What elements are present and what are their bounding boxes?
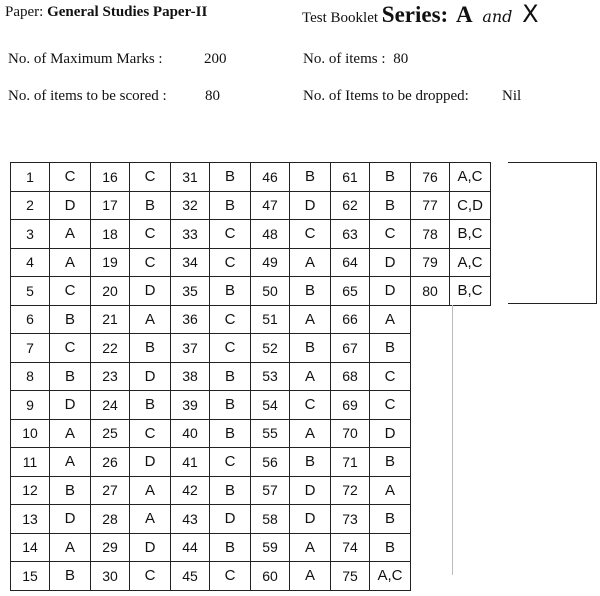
- answer-option: B: [290, 334, 331, 363]
- question-number: 25: [91, 419, 130, 448]
- question-number: 79: [411, 248, 450, 277]
- question-number: 46: [251, 163, 290, 192]
- answer-option: B: [210, 419, 251, 448]
- answer-option: D: [290, 476, 331, 505]
- answer-row: [11, 476, 491, 505]
- answer-option: C: [130, 220, 171, 249]
- question-number: 13: [11, 505, 50, 534]
- max-marks: [8, 51, 163, 68]
- empty-cell: [411, 476, 450, 505]
- answer-option: B: [130, 191, 171, 220]
- question-number: 4: [11, 248, 50, 277]
- question-number: 9: [11, 391, 50, 420]
- answer-option: A: [50, 220, 91, 249]
- series-a: A: [455, 2, 473, 27]
- question-number: 49: [251, 248, 290, 277]
- answer-option: C: [130, 248, 171, 277]
- question-number: 48: [251, 220, 290, 249]
- question-number: 21: [91, 305, 130, 334]
- question-number: 70: [331, 419, 370, 448]
- answer-option: A: [130, 476, 171, 505]
- answer-option: B: [50, 362, 91, 391]
- answer-option: B: [370, 334, 411, 363]
- answer-option: A: [50, 533, 91, 562]
- answer-row: [11, 505, 491, 534]
- answer-key-body: [11, 163, 491, 591]
- empty-cell: [450, 476, 491, 505]
- answer-option: C: [210, 248, 251, 277]
- question-number: 47: [251, 191, 290, 220]
- answer-row: [11, 419, 491, 448]
- question-number: 36: [171, 305, 210, 334]
- question-number: 17: [91, 191, 130, 220]
- items-count: [303, 51, 408, 68]
- empty-cell: [411, 505, 450, 534]
- question-number: 11: [11, 448, 50, 477]
- question-number: 2: [11, 191, 50, 220]
- answer-row: [11, 391, 491, 420]
- question-number: 35: [171, 277, 210, 306]
- question-number: 20: [91, 277, 130, 306]
- question-number: 61: [331, 163, 370, 192]
- answer-option: B: [370, 533, 411, 562]
- answer-option: D: [370, 419, 411, 448]
- question-number: 45: [171, 562, 210, 591]
- answer-option: B: [210, 362, 251, 391]
- paper-label: Paper:: [5, 4, 44, 20]
- scored-label: No. of items to be scored :: [8, 88, 167, 104]
- question-number: 58: [251, 505, 290, 534]
- empty-cell: [450, 305, 491, 334]
- question-number: 28: [91, 505, 130, 534]
- answer-option: D: [130, 448, 171, 477]
- question-number: 60: [251, 562, 290, 591]
- answer-row: [11, 191, 491, 220]
- answer-option: A,C: [450, 163, 491, 192]
- answer-option: B: [210, 476, 251, 505]
- answer-option: A: [290, 419, 331, 448]
- question-number: 72: [331, 476, 370, 505]
- answer-option: D: [130, 533, 171, 562]
- question-number: 66: [331, 305, 370, 334]
- question-number: 16: [91, 163, 130, 192]
- answer-option: A: [290, 362, 331, 391]
- answer-option: D: [290, 191, 331, 220]
- question-number: 22: [91, 334, 130, 363]
- answer-option: D: [50, 391, 91, 420]
- series-info: [302, 0, 539, 28]
- answer-row: [11, 334, 491, 363]
- question-number: 23: [91, 362, 130, 391]
- question-number: 38: [171, 362, 210, 391]
- question-number: 68: [331, 362, 370, 391]
- answer-option: C: [370, 391, 411, 420]
- answer-option: B: [210, 533, 251, 562]
- answer-option: C: [210, 562, 251, 591]
- question-number: 74: [331, 533, 370, 562]
- side-empty-box: [508, 162, 597, 304]
- answer-option: B: [210, 277, 251, 306]
- question-number: 69: [331, 391, 370, 420]
- question-number: 39: [171, 391, 210, 420]
- question-number: 10: [11, 419, 50, 448]
- question-number: 19: [91, 248, 130, 277]
- answer-option: C: [210, 334, 251, 363]
- question-number: 76: [411, 163, 450, 192]
- question-number: 51: [251, 305, 290, 334]
- empty-cell: [411, 391, 450, 420]
- empty-cell: [450, 419, 491, 448]
- question-number: 34: [171, 248, 210, 277]
- question-number: 44: [171, 533, 210, 562]
- answer-option: D: [370, 248, 411, 277]
- answer-option: B: [290, 448, 331, 477]
- empty-cell: [411, 334, 450, 363]
- question-number: 54: [251, 391, 290, 420]
- empty-cell: [411, 362, 450, 391]
- answer-option: C: [210, 305, 251, 334]
- question-number: 31: [171, 163, 210, 192]
- answer-option: C: [130, 562, 171, 591]
- question-number: 7: [11, 334, 50, 363]
- answer-option: A,C: [370, 562, 411, 591]
- empty-cell: [411, 533, 450, 562]
- scored-value: 80: [205, 88, 220, 104]
- empty-cell: [450, 391, 491, 420]
- answer-option: B: [370, 448, 411, 477]
- answer-option: A: [290, 533, 331, 562]
- question-number: 62: [331, 191, 370, 220]
- question-number: 5: [11, 277, 50, 306]
- answer-row: [11, 305, 491, 334]
- series-word: Series:: [381, 2, 449, 27]
- question-number: 73: [331, 505, 370, 534]
- paper-value: General Studies Paper-II: [47, 4, 208, 20]
- answer-option: C: [130, 163, 171, 192]
- question-number: 18: [91, 220, 130, 249]
- answer-option: C: [50, 163, 91, 192]
- answer-option: A: [50, 419, 91, 448]
- answer-option: C: [50, 334, 91, 363]
- empty-cell: [411, 305, 450, 334]
- question-number: 64: [331, 248, 370, 277]
- answer-option: C: [130, 419, 171, 448]
- question-number: 26: [91, 448, 130, 477]
- paper-title: [5, 4, 207, 21]
- answer-option: D: [130, 362, 171, 391]
- question-number: 56: [251, 448, 290, 477]
- empty-cell: [450, 334, 491, 363]
- answer-option: C: [50, 277, 91, 306]
- question-number: 32: [171, 191, 210, 220]
- question-number: 80: [411, 277, 450, 306]
- max-marks-value: 200: [204, 51, 227, 67]
- answer-option: A: [370, 476, 411, 505]
- question-number: 59: [251, 533, 290, 562]
- answer-option: B,C: [450, 277, 491, 306]
- answer-option: D: [210, 505, 251, 534]
- answer-option: C: [210, 448, 251, 477]
- answer-option: A: [130, 505, 171, 534]
- max-marks-label: No. of Maximum Marks :: [8, 51, 163, 67]
- question-number: 53: [251, 362, 290, 391]
- answer-row: [11, 448, 491, 477]
- answer-option: A: [50, 248, 91, 277]
- answer-option: B: [210, 191, 251, 220]
- empty-cell: [450, 362, 491, 391]
- answer-option: C: [370, 362, 411, 391]
- dropped-label: No. of Items to be dropped:: [303, 88, 469, 104]
- series-prefix: Test Booklet: [302, 10, 379, 26]
- answer-row: [11, 362, 491, 391]
- question-number: 42: [171, 476, 210, 505]
- empty-cell: [411, 419, 450, 448]
- answer-option: B: [130, 391, 171, 420]
- answer-option: B: [130, 334, 171, 363]
- answer-option: D: [130, 277, 171, 306]
- question-number: 24: [91, 391, 130, 420]
- answer-row: [11, 562, 491, 591]
- answer-row: [11, 248, 491, 277]
- question-number: 41: [171, 448, 210, 477]
- question-number: 50: [251, 277, 290, 306]
- question-number: 75: [331, 562, 370, 591]
- question-number: 37: [171, 334, 210, 363]
- answer-option: A: [370, 305, 411, 334]
- answer-option: A: [290, 248, 331, 277]
- answer-option: A,C: [450, 248, 491, 277]
- answer-option: D: [50, 191, 91, 220]
- answer-option: B: [50, 562, 91, 591]
- question-number: 12: [11, 476, 50, 505]
- question-number: 3: [11, 220, 50, 249]
- empty-cell: [450, 533, 491, 562]
- question-number: 15: [11, 562, 50, 591]
- answer-option: D: [50, 505, 91, 534]
- question-number: 6: [11, 305, 50, 334]
- answer-option: A: [50, 448, 91, 477]
- answer-row: [11, 220, 491, 249]
- question-number: 27: [91, 476, 130, 505]
- question-number: 33: [171, 220, 210, 249]
- empty-cell: [450, 448, 491, 477]
- items-value: 80: [393, 51, 409, 67]
- answer-option: A: [290, 562, 331, 591]
- empty-cell: [411, 448, 450, 477]
- answer-option: B: [290, 277, 331, 306]
- answer-option: B: [370, 191, 411, 220]
- answer-option: C: [370, 220, 411, 249]
- answer-option: B: [210, 391, 251, 420]
- answer-option: A: [130, 305, 171, 334]
- answer-option: C: [290, 391, 331, 420]
- empty-cell: [450, 505, 491, 534]
- answer-key-table: [10, 162, 491, 591]
- answer-row: [11, 533, 491, 562]
- side-faint-line: [452, 305, 453, 575]
- answer-option: D: [290, 505, 331, 534]
- question-number: 71: [331, 448, 370, 477]
- question-number: 40: [171, 419, 210, 448]
- dropped-value: Nil: [502, 88, 522, 104]
- question-number: 29: [91, 533, 130, 562]
- question-number: 65: [331, 277, 370, 306]
- question-number: 63: [331, 220, 370, 249]
- question-number: 78: [411, 220, 450, 249]
- answer-option: C,D: [450, 191, 491, 220]
- question-number: 14: [11, 533, 50, 562]
- answer-option: D: [370, 277, 411, 306]
- question-number: 8: [11, 362, 50, 391]
- question-number: 55: [251, 419, 290, 448]
- answer-option: B: [290, 163, 331, 192]
- series-and-handwritten: and: [482, 7, 513, 26]
- answer-row: [11, 277, 491, 306]
- answer-option: B: [370, 505, 411, 534]
- question-number: 30: [91, 562, 130, 591]
- answer-option: B: [50, 305, 91, 334]
- answer-option: C: [210, 220, 251, 249]
- empty-cell: [450, 562, 491, 591]
- answer-option: A: [290, 305, 331, 334]
- answer-option: B: [50, 476, 91, 505]
- answer-row: [11, 163, 491, 192]
- answer-option: B: [210, 163, 251, 192]
- series-x-handwritten: X: [522, 0, 539, 28]
- question-number: 1: [11, 163, 50, 192]
- answer-option: B,C: [450, 220, 491, 249]
- empty-cell: [411, 562, 450, 591]
- items-label: No. of items :: [303, 51, 386, 67]
- answer-option: B: [370, 163, 411, 192]
- question-number: 52: [251, 334, 290, 363]
- answer-option: C: [290, 220, 331, 249]
- question-number: 67: [331, 334, 370, 363]
- question-number: 43: [171, 505, 210, 534]
- question-number: 57: [251, 476, 290, 505]
- question-number: 77: [411, 191, 450, 220]
